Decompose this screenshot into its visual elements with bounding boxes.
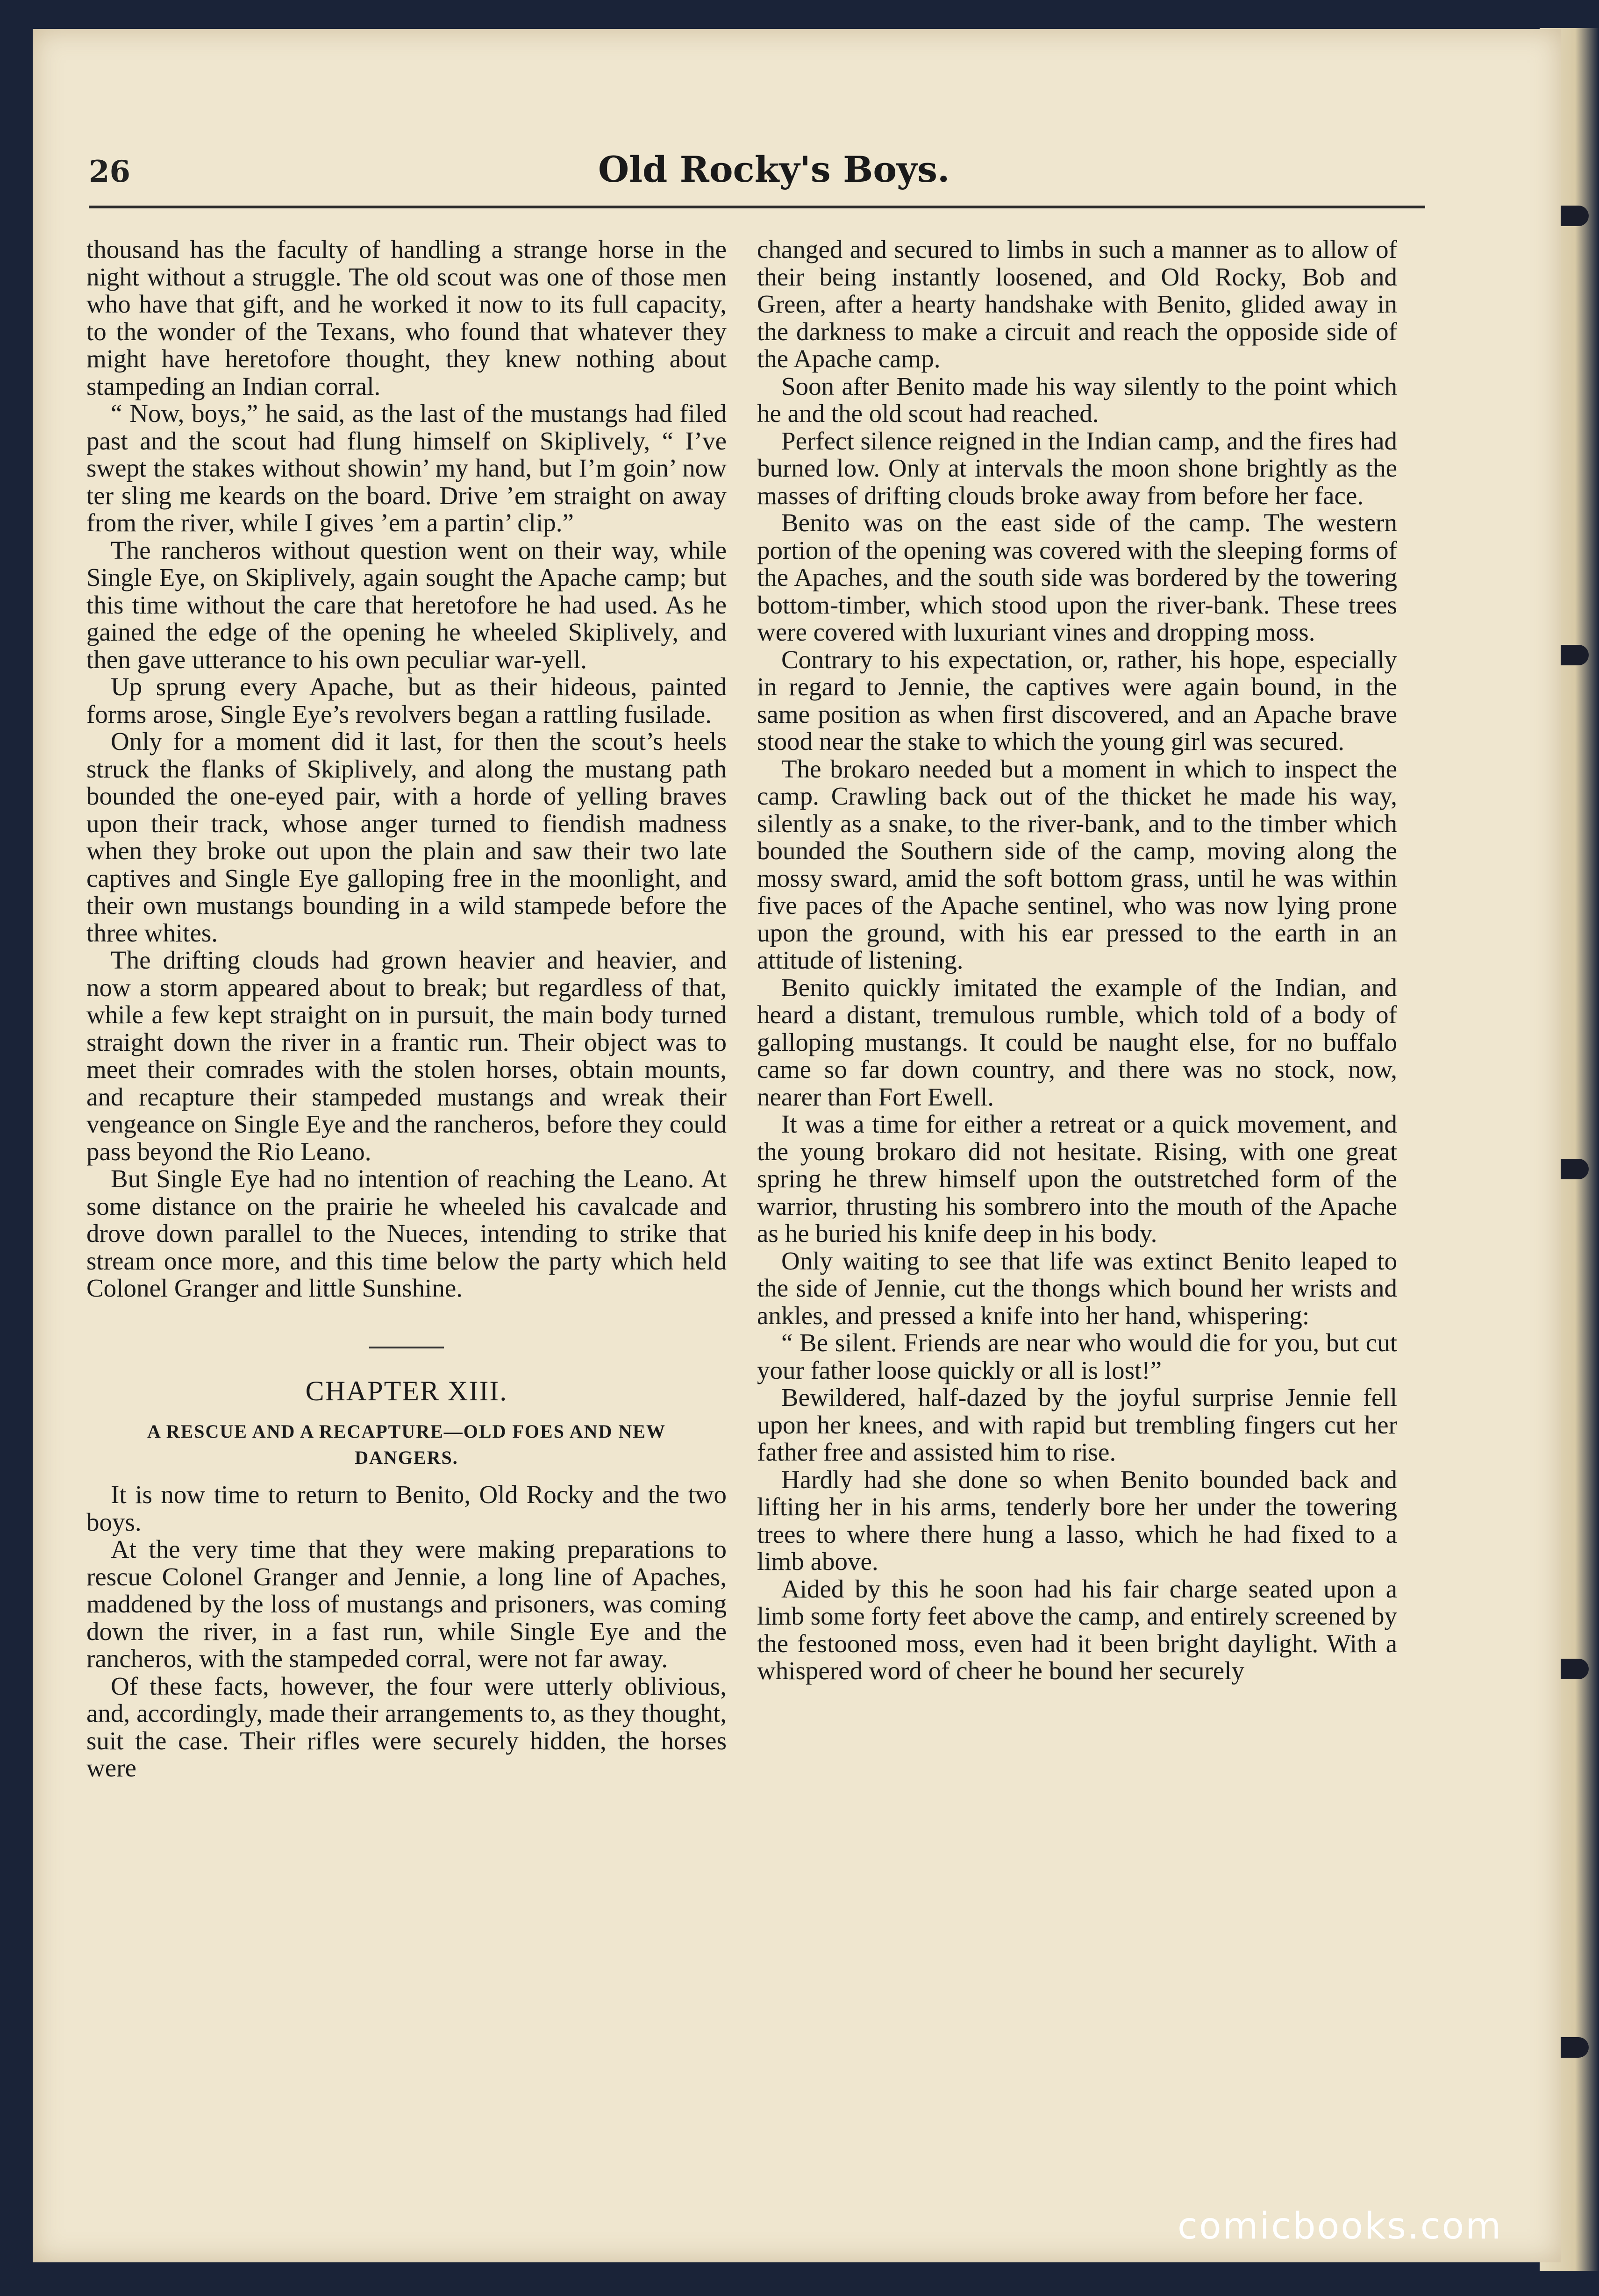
paragraph: Up sprung every Apache, but as their hideous, painted forms arose, Single Eye’s revolvers began a rattling fusilade. [86, 672, 727, 728]
paragraph: It was a time for either a retreat or a quick movement, and the young brokaro did not hesitate. Rising, with one great spring he threw himself upon the outstretched form of the warrior, thrusting his sombrero into the mouth of the Apache as he buried his knife deep in his body. [757, 1110, 1397, 1248]
paragraph: It is now time to return to Benito, Old Rocky and the two boys. [86, 1480, 727, 1536]
paragraph: Of these facts, however, the four were utterly oblivious, and, accordingly, made their arrangements to, as they thought, suit the case. Their rifles were securely hidden, the horses were [86, 1671, 727, 1782]
section-divider [369, 1347, 444, 1348]
paragraph: Aided by this he soon had his fair charge seated upon a limb some forty feet above the camp, and entirely screened by the festooned moss, even had it been bright daylight. With a whispered word of cheer he bound her securely [757, 1574, 1397, 1685]
running-title: Old Rocky's Boys. [598, 149, 950, 190]
left-column [86, 236, 727, 1782]
paragraph: Only waiting to see that life was extinct Benito leaped to the side of Jennie, cut the thongs which bound her wrists and ankles, and pressed a knife into her hand, whispering: [757, 1246, 1397, 1330]
paragraph: thousand has the faculty of handling a strange horse in the night without a struggle. The old scout was one of those men who have that gift, and he worked it now to its full capacity, to the wonder of the Texans, who found that whatever they might have heretofore thought, they knew nothing about stampeding an Indian corral. [86, 235, 727, 400]
header-rule [89, 206, 1425, 208]
paragraph: But Single Eye had no intention of reaching the Leano. At some distance on the prairie he wheeled his cavalcade and drove down parallel to the Nueces, intending to strike that stream once more, and this time below the party which held Colonel Granger and little Sunshine. [86, 1164, 727, 1302]
paragraph: changed and secured to limbs in such a manner as to allow of their being instantly loosened, and Old Rocky, Bob and Green, after a hearty handshake with Benito, glided away in the darkness to make a circuit and reach the opposide side of the Apache camp. [757, 235, 1397, 373]
paragraph: Only for a moment did it last, for then the scout’s heels struck the flanks of Skiplively, and along the mustang path bounded the one-eyed pair, with a horde of yelling braves upon their track, whose anger turned to fiendish madness when they broke out upon the plain and saw their two late captives and Single Eye galloping free in the moonlight, and their own mustangs bounding in a wild stampede before the three whites. [86, 727, 727, 947]
paragraph: Benito was on the east side of the camp. The western portion of the opening was covered with the sleeping forms of the Apaches, and the south side was bordered by the towering bottom-timber, which stood upon the river-bank. These trees were covered with luxuriant vines and dropping moss. [757, 508, 1397, 646]
paragraph: The brokaro needed but a moment in which to inspect the camp. Crawling back out of the thicket he made his way, silently as a snake, to the river-bank, and to the timber which bounded the Southern side of the camp, moving along the mossy sward, amid the soft bottom grass, until he was within five paces of the Apache sentinel, who was now lying prone upon the ground, with his ear pressed to the earth in an attitude of listening. [757, 754, 1397, 974]
site-watermark: comicbooks.com [1178, 2205, 1503, 2247]
paragraph: “ Now, boys,” he said, as the last of the mustangs had filed past and the scout had flung himself on Skiplively, “ I’ve swept the stakes without showin’ my hand, but I’m goin’ now ter sling me keards on the board. Drive ’em straight on away from the river, while I gives ’em a partin’ clip.” [86, 399, 727, 537]
paragraph: “ Be silent. Friends are near who would die for you, but cut your father loose quickly or all is lost!” [757, 1328, 1397, 1384]
paragraph: Soon after Benito made his way silently to the point which he and the old scout had reached. [757, 371, 1397, 428]
paragraph: Benito quickly imitated the example of the Indian, and heard a distant, tremulous rumble, which told of a body of galloping mustangs. It could be naught else, for no buffalo came so far down country, and there was no stock, now, nearer than Fort Ewell. [757, 973, 1397, 1111]
paragraph: Perfect silence reigned in the Indian camp, and the fires had burned low. Only at intervals the moon shone brightly as the masses of drifting clouds broke away from before her face. [757, 426, 1397, 510]
paragraph: At the very time that they were making preparations to rescue Colonel Granger and Jennie, a long line of Apaches, maddened by the loss of mustangs and prisoners, was coming down the river, in a fast run, while Single Eye and the rancheros, with the stampeded corral, were not far away. [86, 1535, 727, 1673]
paragraph: The rancheros without question went on their way, while Single Eye, on Skiplively, again sought the Apache camp; but this time without the care that heretofore he had used. As he gained the edge of the opening he wheeled Skiplively, and then gave utterance to his own peculiar war-yell. [86, 535, 727, 674]
chapter-title: CHAPTER XIII. [305, 1375, 508, 1406]
right-column [757, 236, 1397, 1685]
paragraph: The drifting clouds had grown heavier and heavier, and now a storm appeared about to break; but regardless of that, while a few kept straight on in pursuit, the main body turned straight down the river in a frantic run. Their object was to meet their comrades with the stolen horses, obtain mounts, and recapture their stampeded mustangs and wreak their vengeance on Single Eye and the rancheros, before they could pass beyond the Rio Leano. [86, 946, 727, 1166]
page-number: 26 [89, 154, 131, 189]
paragraph: Hardly had she done so when Benito bounded back and lifting her in his arms, tenderly bore her under the towering trees to where there hung a lasso, which he had fixed to a limb above. [757, 1465, 1397, 1576]
paragraph: Contrary to his expectation, or, rather, his hope, especially in regard to Jennie, the captives were again bound, in the same position as when first discovered, and an Apache brave stood near the stake to which the young girl was secured. [757, 645, 1397, 756]
paragraph: Bewildered, half-dazed by the joyful surprise Jennie fell upon her knees, and with rapid but trembling fingers cut her father free and assisted him to rise. [757, 1383, 1397, 1466]
chapter-subtitle: A RESCUE AND A RECAPTURE—OLD FOES AND NEW DANGERS. [147, 1421, 666, 1468]
